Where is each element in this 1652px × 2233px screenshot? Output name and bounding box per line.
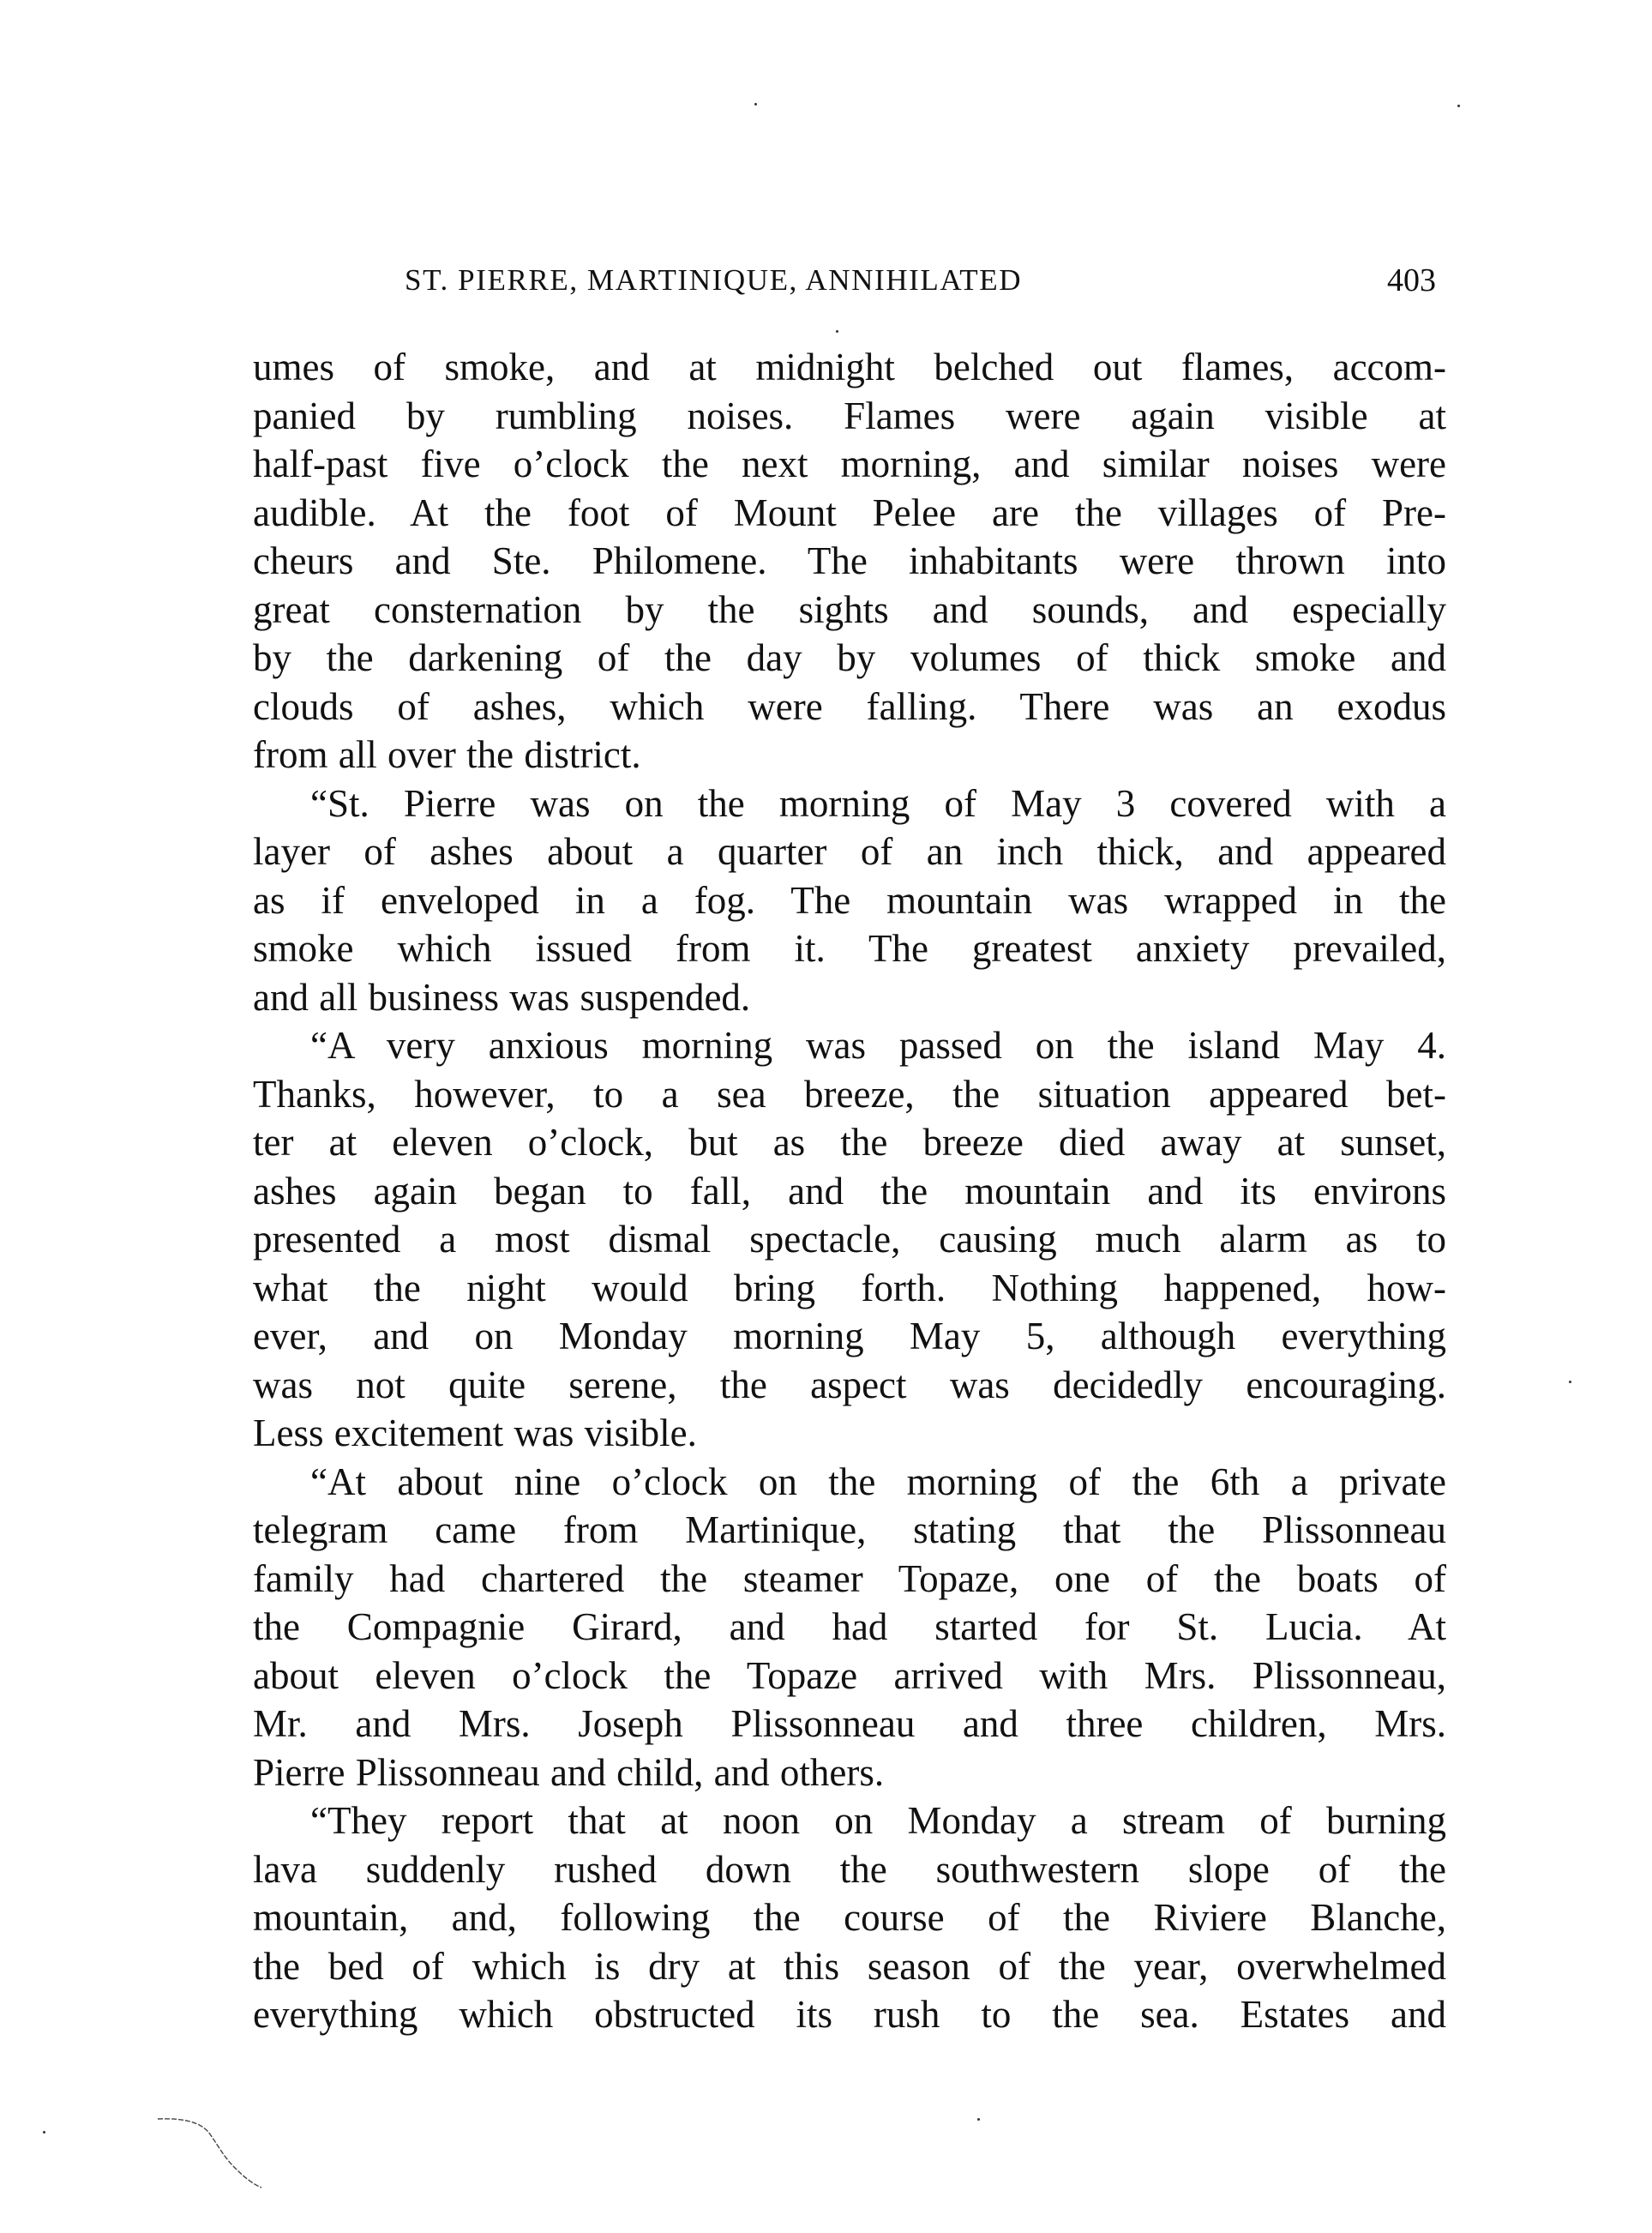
text-line: about eleven o’clock the Topaze arrived with Mrs. Plissonneau,: [253, 1653, 1446, 1697]
text-line: Thanks, however, to a sea breeze, the situation appeared bet-: [253, 1072, 1446, 1116]
paragraph-1: [253, 343, 1446, 779]
text-line: from all over the district.: [253, 733, 641, 776]
text-line: clouds of ashes, which were falling. There was an exodus: [253, 684, 1446, 728]
text-line: Pierre Plissonneau and child, and others.: [253, 1750, 885, 1794]
scan-speck: [1457, 105, 1460, 107]
text-line: “They report that at noon on Monday a stream of burning: [310, 1799, 1446, 1842]
text-line: audible. At the foot of Mount Pelee are the villages of Pre-: [253, 491, 1446, 534]
text-line: lava suddenly rushed down the southwestern slope of the: [253, 1847, 1446, 1891]
text-line: ashes again began to fall, and the mountain and its environs: [253, 1169, 1446, 1213]
page-number: 403: [1387, 262, 1436, 298]
text-line: “A very anxious morning was passed on the island May 4.: [310, 1024, 1446, 1067]
text-line: ter at eleven o’clock, but as the breeze died away at sunset,: [253, 1121, 1446, 1164]
text-line: panied by rumbling noises. Flames were again visible at: [253, 394, 1446, 437]
text-line: the Compagnie Girard, and had started for St. Lucia. At: [253, 1605, 1446, 1648]
text-line: the bed of which is dry at this season of the year, overwhelmed: [253, 1944, 1446, 1988]
scan-speck: [754, 103, 757, 105]
running-title: ST. PIERRE, MARTINIQUE, ANNIHILATED: [405, 263, 1023, 297]
text-line: what the night would bring forth. Nothing happened, how-: [253, 1266, 1446, 1309]
scan-speck: [977, 2118, 980, 2121]
text-line: family had chartered the steamer Topaze, one of the boats of: [253, 1556, 1446, 1600]
running-head: [253, 259, 1445, 302]
text-line: layer of ashes about a quarter of an inch thick, and appeared: [253, 830, 1446, 873]
text-line: Mr. and Mrs. Joseph Plissonneau and three children, Mrs.: [253, 1702, 1446, 1745]
text-line: Less excitement was visible.: [253, 1411, 697, 1454]
text-line: “At about nine o’clock on the morning of the 6th a private: [310, 1460, 1446, 1503]
text-line: “St. Pierre was on the morning of May 3 covered with a: [310, 781, 1446, 825]
text-line: and all business was suspended.: [253, 975, 751, 1019]
paragraph-2: [253, 779, 1446, 1022]
text-line: everything which obstructed its rush to the sea. Estates and: [253, 1993, 1446, 2036]
paragraph-5: [253, 1797, 1446, 2039]
scan-mark-curve-icon: [154, 2114, 274, 2191]
text-line: ever, and on Monday morning May 5, although everything: [253, 1315, 1446, 1357]
text-line: great consternation by the sights and sounds, and especially: [253, 587, 1446, 631]
text-line: telegram came from Martinique, stating that the Plissonneau: [253, 1508, 1446, 1551]
text-line: mountain, and, following the course of the Riviere Blanche,: [253, 1896, 1446, 1939]
text-line: by the darkening of the day by volumes of thick smoke and: [253, 636, 1446, 679]
text-line: was not quite serene, the aspect was decidedly encouraging.: [253, 1363, 1446, 1406]
paragraph-3: [253, 1021, 1446, 1458]
text-line: as if enveloped in a fog. The mountain was wrapped in the: [253, 878, 1446, 922]
scan-speck: [836, 330, 838, 333]
paragraph-4: [253, 1458, 1446, 1797]
scan-speck: [43, 2131, 45, 2134]
text-line: umes of smoke, and at midnight belched out flames, accom-: [253, 346, 1446, 388]
scan-speck: [1569, 1381, 1571, 1383]
text-line: half-past five o’clock the next morning, and similar noises were: [253, 442, 1446, 485]
text-line: smoke which issued from it. The greatest anxiety prevailed,: [253, 927, 1446, 970]
body-text: [253, 343, 1446, 2039]
text-line: presented a most dismal spectacle, causing much alarm as to: [253, 1218, 1446, 1261]
text-line: cheurs and Ste. Philomene. The inhabitants were thrown into: [253, 539, 1446, 582]
